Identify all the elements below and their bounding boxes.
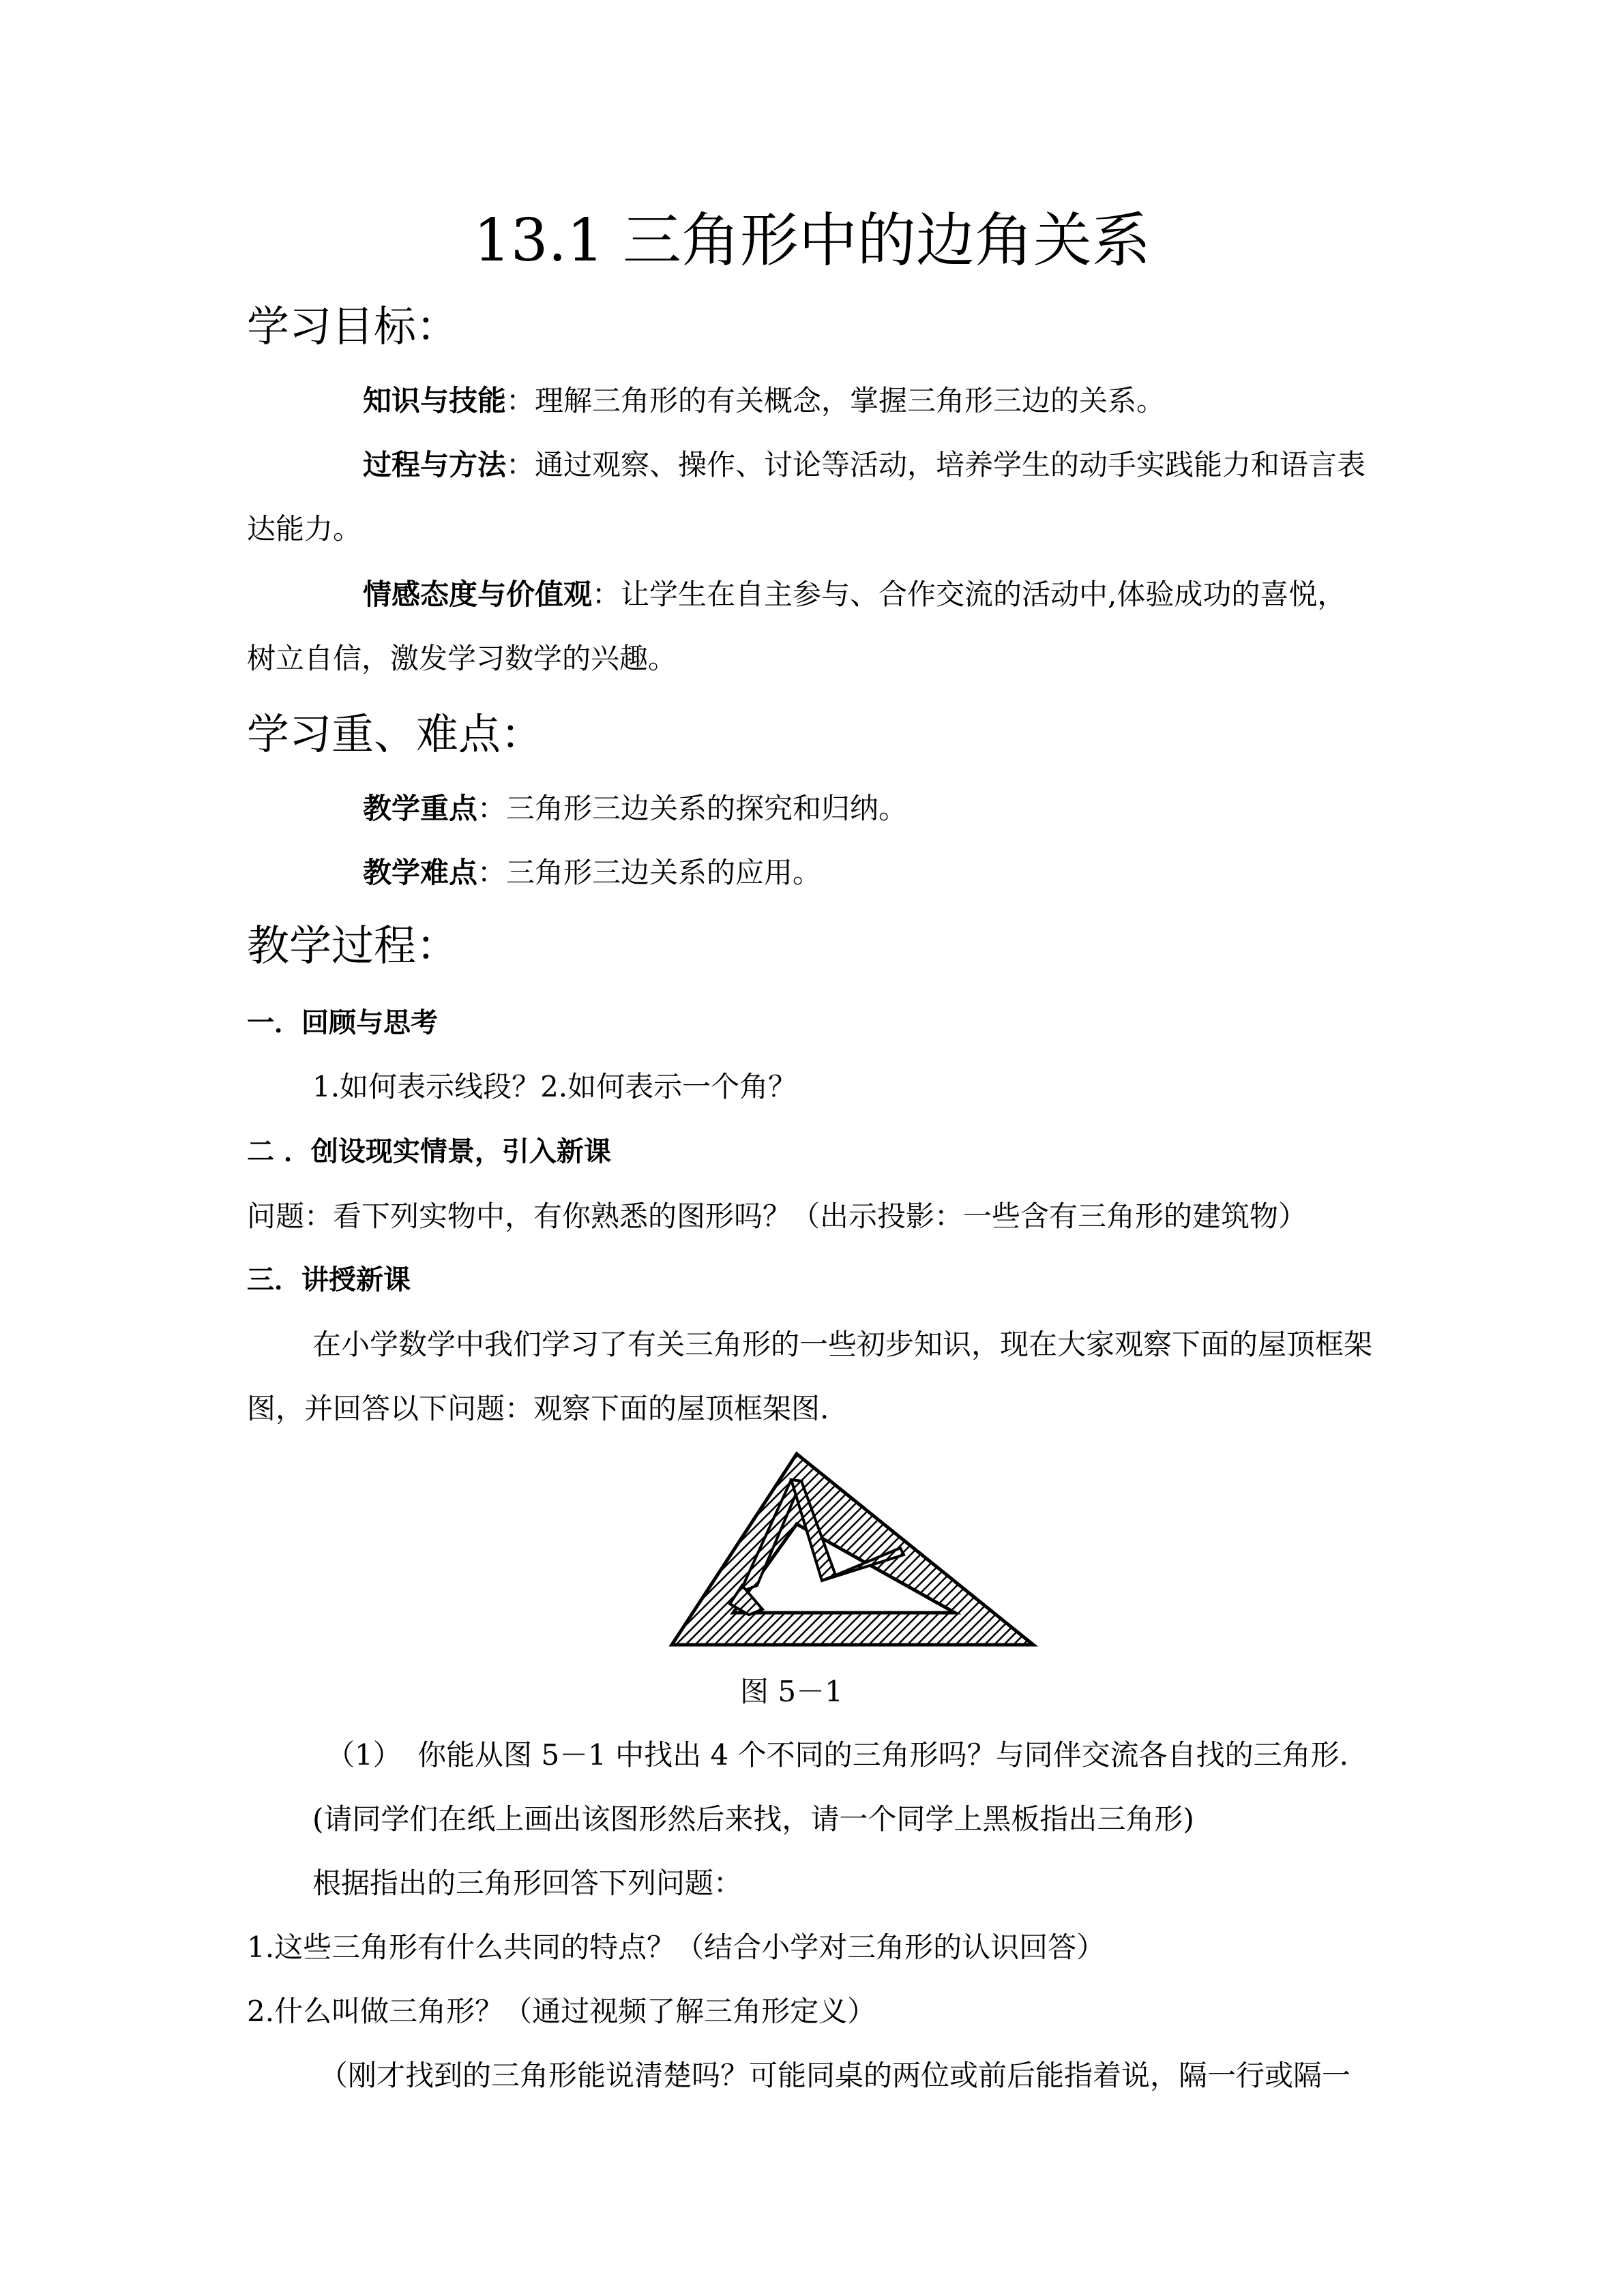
question-1: 1.这些三角形有什么共同的特点？（结合小学对三角形的认识回答） <box>247 1930 1106 1964</box>
difficult-point-text: ：三角形三边关系的应用。 <box>477 856 822 889</box>
set-square-frame <box>672 1454 1033 1645</box>
step3-heading: 三．讲授新课 <box>247 1264 411 1296</box>
goal-knowledge-label: 知识与技能 <box>363 384 507 417</box>
key-point-label: 教学重点 <box>363 792 478 825</box>
q1-number: （1） <box>326 1738 402 1772</box>
step3-text-2: 图，并回答以下问题：观察下面的屋顶框架图. <box>247 1392 829 1425</box>
goal-knowledge-text: ：理解三角形的有关概念，掌握三角形三边的关系。 <box>506 384 1166 417</box>
figure-caption: 图 5－1 <box>740 1675 843 1708</box>
key-point <box>363 791 907 827</box>
goal-emotion-text-2: 树立自信，激发学习数学的兴趣。 <box>247 642 677 675</box>
step1-heading: 一．回顾与思考 <box>247 1007 438 1039</box>
goal-emotion <box>363 577 1346 613</box>
goal-emotion-text-1: ：让学生在自主参与、合作交流的活动中,体验成功的喜悦， <box>592 578 1346 611</box>
goal-process-label: 过程与方法 <box>363 448 507 481</box>
step2-text: 问题：看下列实物中，有你熟悉的图形吗？（出示投影：一些含有三角形的建筑物） <box>247 1199 1308 1233</box>
goal-emotion-label: 情感态度与价值观 <box>363 578 593 611</box>
page-title: 13.1 三角形中的边角关系 <box>473 207 1151 275</box>
goal-process-text-2: 达能力。 <box>247 512 362 546</box>
question-2-note: （刚才找到的三角形能说清楚吗？可能同桌的两位或前后能指着说，隔一行或隔一 <box>319 2059 1351 2092</box>
difficult-point-label: 教学难点 <box>363 856 478 889</box>
process-heading: 教学过程： <box>247 921 459 970</box>
step3-text-1: 在小学数学中我们学习了有关三角形的一些初步知识，现在大家观察下面的屋顶框架 <box>312 1328 1373 1361</box>
q1-note: (请同学们在纸上画出该图形然后来找，请一个同学上黑板指出三角形) <box>312 1802 1194 1836</box>
question-2: 2.什么叫做三角形？（通过视频了解三角形定义） <box>247 1995 876 2028</box>
goals-heading: 学习目标： <box>247 301 459 351</box>
difficult-point <box>363 855 821 891</box>
goal-knowledge <box>363 383 1165 419</box>
roof-frame-figure <box>662 1446 1044 1650</box>
goal-process-text-1: ：通过观察、操作、讨论等活动，培养学生的动手实践能力和语言表 <box>506 448 1366 481</box>
key-point-text: ：三角形三边关系的探究和归纳。 <box>477 792 908 825</box>
step2-heading: 二 ．创设现实情景，引入新课 <box>247 1136 611 1167</box>
answer-intro: 根据指出的三角形回答下列问题： <box>312 1866 743 1900</box>
key-points-heading: 学习重、难点： <box>247 709 544 759</box>
q1-text: 你能从图 5－1 中找出 4 个不同的三角形吗？与同伴交流各自找的三角形. <box>417 1738 1348 1772</box>
step1-text: 1.如何表示线段？2.如何表示一个角？ <box>312 1070 797 1103</box>
goal-process <box>363 447 1365 483</box>
